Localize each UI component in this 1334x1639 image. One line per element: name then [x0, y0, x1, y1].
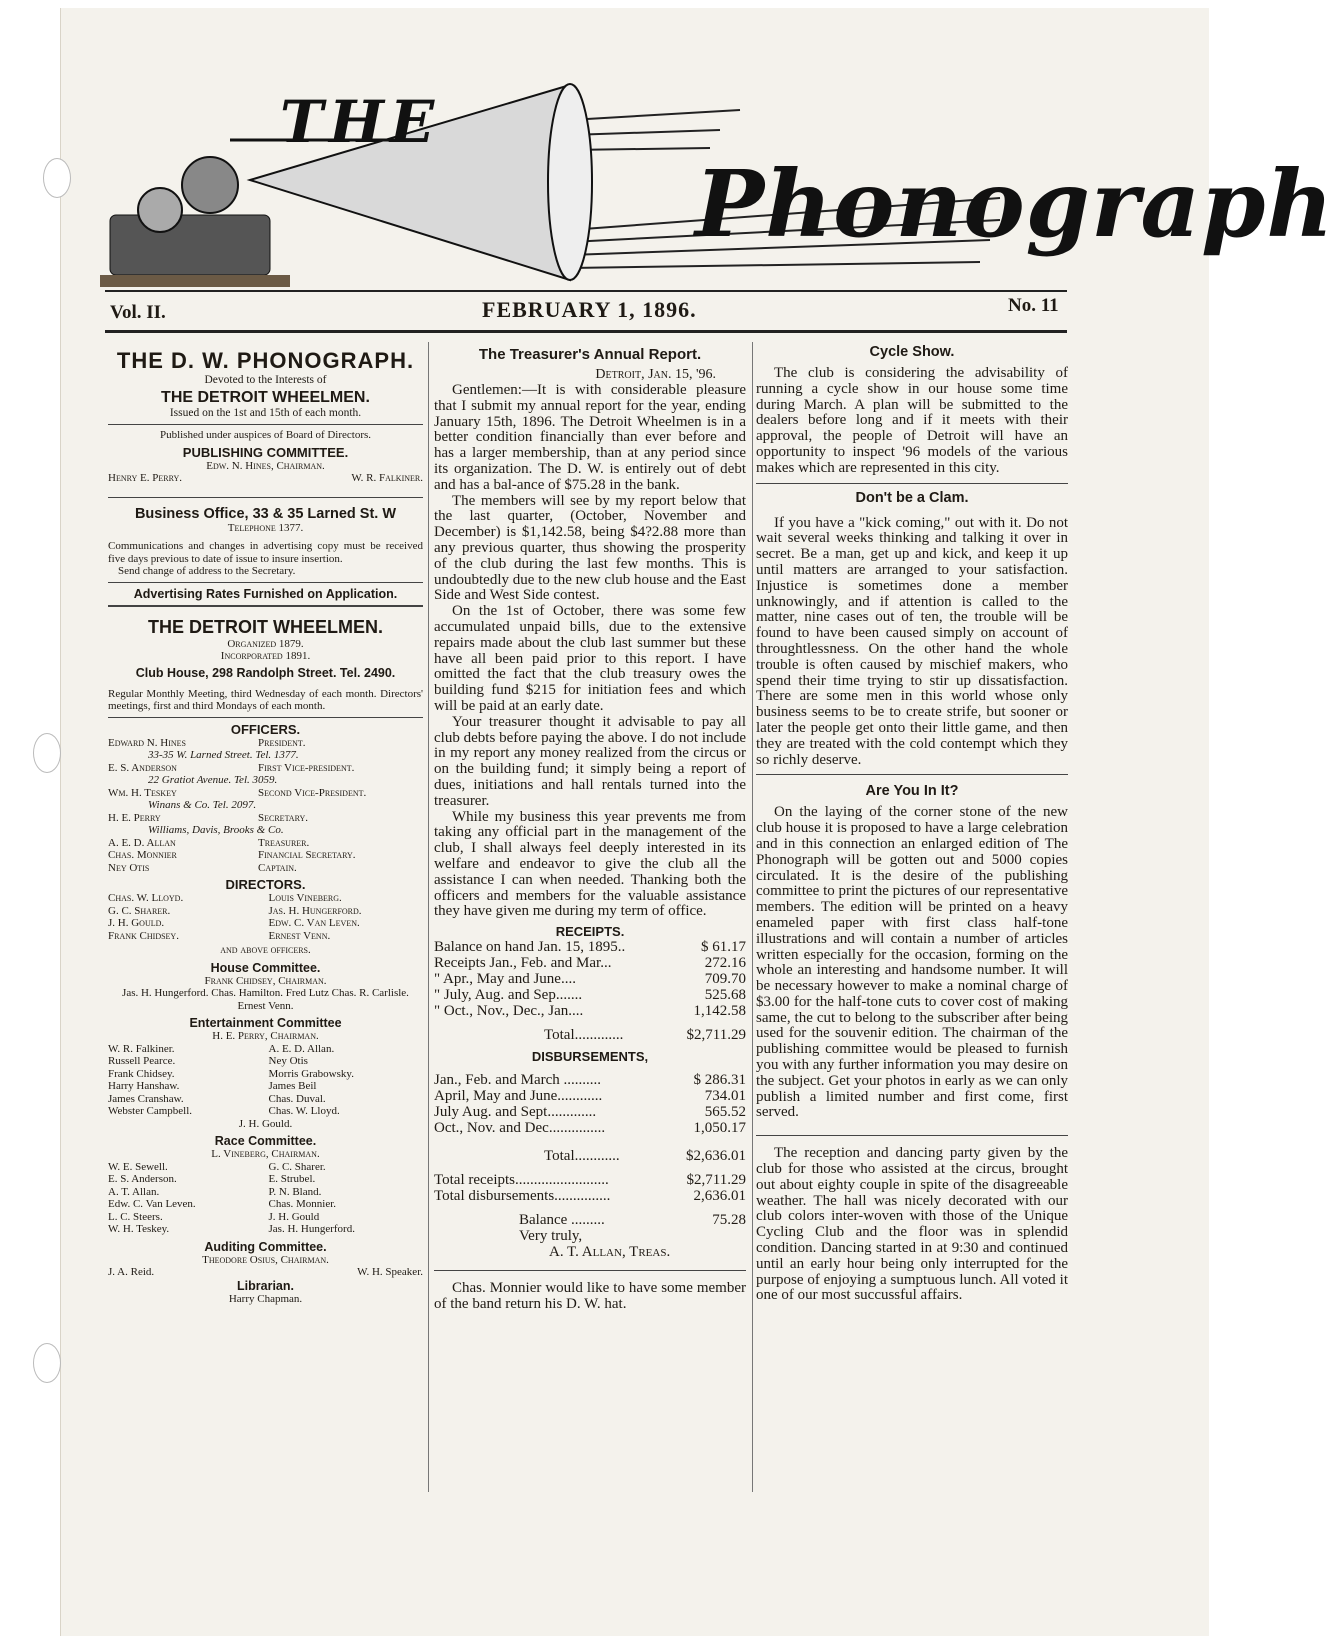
member-name: P. N. Bland. [268, 1185, 322, 1198]
treasurer-column [434, 346, 746, 1313]
member-name: G. C. Sharer. [108, 904, 171, 917]
auditor-2: W. H. Speaker. [357, 1266, 423, 1278]
ledger-row [434, 1188, 746, 1204]
member-name: W. E. Sewell. [108, 1160, 168, 1173]
directors-heading: DIRECTORS. [225, 877, 306, 892]
treasurer-paragraph: While my business this year prevents me from taking any official part in the management of the club, I shall always feel deeply interested in its welfare and endeavor to give the club all the assistance I can when needed. Thanking both the officers and members for the valuable assistance they have given me during my term of office. [434, 808, 746, 920]
member-name: Chas. Duval. [268, 1092, 326, 1105]
are-you-in-it-text: On the laying of the corner stone of the new club house it is proposed to have a large celebration and in this connection an enlarged edition of The Phonograph will be gotten out and 5000 copies circulated. It is the desire of the publishing committee to print the pictures of our representative members. The edition will be printed on a heavy enameled paper with first class half-tone illustrations and will contain a number of articles written especially for the occasion, forming on the whole an interesting and handsome number. It will be necessary however to make a nominal charge of $3.00 for the half-tone cuts to cover cost of making same, the cut to belong to the subscriber after being used for the souvenir edition. The chairman of the publishing committee would be pleased to furnish you with any further information you may desire on the subject. Get your photos in early as we can only publish a limited number and first come, first served. [756, 804, 1068, 1121]
member-name: Chas. W. Lloyd. [108, 892, 184, 904]
cycle-show-heading: Cycle Show. [869, 344, 955, 360]
ledger-label: " Oct., Nov., Dec., Jan.... [434, 1003, 584, 1020]
ledger-amount: 1,142.58 [693, 1003, 746, 1020]
disbursements-heading: DISBURSEMENTS, [531, 1049, 649, 1065]
member-name: Chas. Monnier. [268, 1198, 337, 1210]
organized: Organized 1879. [227, 637, 304, 650]
ledger-label: " July, Aug. and Sep....... [434, 987, 583, 1004]
treasurer-body [434, 383, 746, 920]
officer-name: Wm. H. Teskey [108, 786, 177, 799]
ledger-label: Receipts Jan., Feb. and Mar... [434, 955, 612, 972]
member-name: Frank Chidsey. [108, 929, 179, 942]
ledger-row [434, 1072, 746, 1088]
auditor-1: J. A. Reid. [108, 1266, 155, 1278]
member-name: Jas. H. Hungerford. [268, 1223, 355, 1235]
ledger-row [434, 939, 746, 955]
published-line: Published under auspices of Board of Directors. [159, 429, 372, 441]
member-name: Louis Vineberg. [268, 892, 342, 904]
treasurer-paragraph: The members will see by my report below that the last quarter, (October, November and December) is $1,142.58, being $4?2.88 more than any previous quarter, thus showing the prosperity of the club during the last few months. This is undoubtedly due to the new club house and the East Side and West Side contest. [434, 492, 747, 604]
volume: Vol. II. [110, 302, 166, 323]
binder-hole-top [43, 158, 71, 198]
meeting-schedule: Regular Monthly Meeting, third Wednesday of each month. Directors' meetings, first and third Mondays of each month. [108, 687, 423, 712]
ledger-amount: 734.01 [704, 1088, 746, 1105]
officer-address: Williams, Davis, Brooks & Co. [148, 824, 284, 836]
totals-table [434, 1172, 746, 1204]
officer-name: Edward N. Hines [108, 736, 186, 749]
issue-number: No. 11 [1008, 295, 1059, 316]
receipts-total: $2,711.29 [686, 1027, 746, 1044]
officer-name: E. S. Anderson [108, 761, 177, 774]
ledger-amount: $ 61.17 [701, 939, 746, 956]
officer-address: 22 Gratiot Avenue. Tel. 3059. [148, 774, 278, 786]
masthead-title: Phonograph [695, 150, 1334, 258]
news-column [756, 344, 1068, 1304]
pub-member-1: Henry E. Perry. [108, 472, 183, 484]
member-name: Chas. W. Lloyd. [268, 1105, 340, 1117]
officer-name: Chas. Monnier [108, 849, 177, 861]
member-name: Edw. C. Van Leven. [108, 1198, 196, 1210]
officer-role: Financial Secretary. [258, 849, 356, 861]
business-office: Business Office, 33 & 35 Larned St. W [134, 505, 397, 522]
officer-name: Ney Otis [108, 861, 150, 874]
ledger-amount: 1,050.17 [693, 1120, 746, 1137]
address-note: Send change of address to the Secretary. [118, 565, 296, 577]
treasurer-paragraph: On the 1st of October, there was some few accumulated unpaid bills, due to the extensive repairs made about the club last summer but these have all been paid prior to this report. I have omitted the fact that the club treasury owes the building fund $215 for initiation fees and which will be paid at an early date. [434, 603, 746, 714]
ledger-row [434, 1172, 746, 1188]
ledger-amount: 272.16 [704, 955, 746, 972]
member-name: L. C. Steers. [108, 1210, 163, 1223]
member-name: Ney Otis [268, 1055, 308, 1067]
officer-role: Treasurer. [258, 836, 310, 849]
signoff: Very truly, [519, 1228, 583, 1245]
member-name: James Beil [268, 1080, 317, 1092]
advertising-rates: Advertising Rates Furnished on Application. [133, 586, 398, 601]
member-name: J. H. Gould. [108, 917, 165, 929]
member-name: Jas. H. Hungerford. [268, 904, 362, 917]
above-officers: and above officers. [220, 944, 311, 956]
ledger-label: July Aug. and Sept............. [434, 1104, 597, 1121]
receipts-heading: RECEIPTS. [555, 924, 625, 940]
member-name: Frank Chidsey. [108, 1067, 175, 1080]
communications-note: Communications and changes in advertising copy must be received five days previous to date of issue to insure insertion. [108, 540, 423, 565]
auditing-chairman: Theodore Osius, Chairman. [202, 1253, 329, 1266]
ledger-label: Balance on hand Jan. 15, 1895.. [434, 939, 626, 956]
librarian: Harry Chapman. [228, 1292, 303, 1305]
member-name: A. T. Allan. [108, 1185, 160, 1198]
entertainment-last: J. H. Gould. [238, 1117, 293, 1130]
pub-member-2: W. R. Falkiner. [351, 472, 423, 484]
officer-address: 33-35 W. Larned Street. Tel. 1377. [148, 749, 299, 761]
ledger-row [434, 1003, 746, 1019]
member-name: Russell Pearce. [108, 1055, 176, 1067]
club-name-2: THE DETROIT WHEELMEN. [148, 616, 383, 637]
entertainment-members [108, 1043, 423, 1118]
disb-total: $2,636.01 [686, 1148, 746, 1165]
ledger-label: " Apr., May and June.... [434, 971, 576, 988]
disbursements-table [434, 1072, 746, 1136]
publishing-committee-heading: PUBLISHING COMMITTEE. [182, 444, 349, 460]
dateline: Detroit, Jan. 15, '96. [595, 367, 716, 382]
officer-name: A. E. D. Allan [108, 836, 176, 849]
ledger-amount: 525.68 [704, 987, 746, 1004]
entertainment-chairman: H. E. Perry, Chairman. [212, 1030, 319, 1042]
ledger-amount: $ 286.31 [693, 1072, 746, 1089]
ledger-label: Jan., Feb. and March .......... [434, 1072, 602, 1089]
house-chairman: Frank Chidsey, Chairman. [204, 974, 327, 987]
reception-text: The reception and dancing party given by the club for those who assisted at the circus, brought out about eighty couple in spite of the disagreeable weather. The hall was nicely decorated with our club colors inter-woven with those of the Unique Cycling Club and the floor was in splendid condition. Dancing started in at 9:30 and continued until an early hour being only interrupted for the purpose of enjoying a sumptuous lunch. All voted it one of our most succussful affairs. [756, 1145, 1068, 1304]
ledger-amount: $2,711.29 [686, 1172, 746, 1189]
ledger-amount: 2,636.01 [693, 1188, 746, 1205]
officer-row [108, 837, 423, 850]
column-rule-1 [428, 342, 429, 1492]
race-members [108, 1161, 423, 1236]
binder-hole-bottom [33, 1343, 61, 1383]
clam-heading: Don't be a Clam. [855, 489, 969, 506]
ledger-amount: 565.52 [704, 1104, 746, 1121]
member-name: Ernest Venn. [268, 929, 331, 942]
officer-row [108, 762, 423, 775]
member-name: Morris Grabowsky. [268, 1067, 354, 1080]
ledger-amount: 709.70 [704, 971, 746, 988]
librarian-heading: Librarian. [237, 1278, 294, 1293]
ledger-row [434, 955, 746, 971]
paper-title: THE D. W. PHONOGRAPH. [116, 348, 415, 373]
member-name: J. H. Gould [268, 1210, 320, 1223]
publishing-chairman: Edw. N. Hines, Chairman. [206, 459, 325, 472]
receipts-total-label: Total............. [544, 1027, 624, 1044]
ledger-row [434, 1120, 746, 1136]
clam-text: If you have a "kick coming," out with it. Do not wait several weeks thinking and talking it over in secret. Be a man, get up and kick, and keep it up until matters are arranged to your satisfaction. Injustice is sometimes done a member unknowingly, and if attention is called to the matter, nine cases out of ten, the trouble will be found to have been caused simply on account of throughtlessness. On the other hand the whole trouble is often caused by mischief makers, who spend their time trying to stir up dissatisfaction. There are some men in this world whose only business seems to be to create strife, but sooner or later the people get onto their little game, and then they are treated with the cold contempt which they so richly deserve. [756, 514, 1068, 768]
ledger-row [434, 987, 746, 1003]
header-rule-top [105, 290, 1067, 292]
are-you-in-it-heading: Are You In It? [865, 783, 959, 800]
incorporated: Incorporated 1891. [220, 650, 311, 662]
ledger-label: Oct., Nov. and Dec............... [434, 1120, 606, 1137]
officers-list [108, 737, 423, 875]
club-name: THE DETROIT WHEELMEN. [161, 389, 370, 406]
balance: 75.28 [712, 1212, 746, 1229]
member-name: E. S. Anderson. [108, 1173, 177, 1185]
issue-date: FEBRUARY 1, 1896. [482, 297, 697, 322]
treasurer-heading: The Treasurer's Annual Report. [478, 346, 702, 363]
officer-address: Winans & Co. Tel. 2097. [148, 799, 257, 811]
binder-hole-middle [33, 733, 61, 773]
member-name: Edw. C. Van Leven. [268, 917, 360, 929]
ledger-row [434, 971, 746, 987]
officer-row [108, 812, 423, 825]
header-rule-bottom [105, 330, 1067, 333]
member-name: W. R. Falkiner. [108, 1042, 175, 1055]
entertainment-committee-heading: Entertainment Committee [189, 1016, 342, 1030]
officer-row [108, 862, 423, 875]
race-committee-heading: Race Committee. [214, 1134, 317, 1148]
treasurer-paragraph: Your treasurer thought it advisable to pay all club debts before paying the above. I do not include in my report any money realized from the circus or on the building fund; it simply being a report of dues, initiations and hall rentals turned into the treasurer. [434, 713, 746, 809]
auditing-committee-heading: Auditing Committee. [204, 1239, 327, 1254]
balance-label: Balance ......... [519, 1212, 605, 1229]
ledger-label: Total receipts......................... [434, 1172, 609, 1189]
officer-role: Captain. [258, 861, 297, 874]
cycle-show-text: The club is considering the advisability of running a cycle show in our house some time during March. A plan will be submitted to the dealers before long and if it meets with their approval, the people of Detroit will have an opportunity to inspect '96 models of the various makes which are represented in this city. [756, 365, 1068, 476]
ledger-label: Total disbursements............... [434, 1188, 611, 1205]
masthead-the: THE [280, 88, 441, 156]
officer-row [108, 849, 423, 862]
house-members: Jas. H. Hungerford. Chas. Hamilton. Fred Lutz Chas. R. Carlisle. Ernest Venn. [122, 987, 409, 1012]
devoted-line: Devoted to the Interests of [204, 374, 327, 386]
officer-role: Secretary. [258, 811, 309, 824]
column-rule-2 [752, 342, 753, 1492]
member-name: E. Strubel. [268, 1173, 316, 1185]
telephone: Telephone 1377. [227, 521, 304, 534]
directors-list [108, 892, 423, 942]
officer-row [108, 737, 423, 750]
member-name: W. H. Teskey. [108, 1223, 170, 1235]
disb-total-label: Total............ [544, 1148, 620, 1165]
officer-role: Second Vice-President. [258, 786, 367, 799]
member-name: G. C. Sharer. [268, 1160, 326, 1173]
masthead [100, 80, 1334, 290]
treasurer-paragraph: Gentlemen:—It is with considerable pleasure that I submit my annual report for the year, ending January 15th, 1896. The Detroit Wheelmen is in a better condition financially than ever before and has a larger membership, than at any period since its organization. The D. W. is entirely out of debt and has a bal-ance of $75.28 in the bank. [434, 382, 746, 493]
member-name: James Cranshaw. [108, 1092, 184, 1105]
member-name: Webster Campbell. [108, 1105, 193, 1117]
ledger-label: April, May and June............ [434, 1088, 603, 1105]
ledger-row [434, 1104, 746, 1120]
masthead-column [108, 348, 423, 1305]
club-house: Club House, 298 Randolph Street. Tel. 2490. [135, 665, 396, 680]
race-chairman: L. Vineberg, Chairman. [211, 1148, 320, 1160]
ledger-row [434, 1088, 746, 1104]
member-name: A. E. D. Allan. [268, 1042, 335, 1055]
issued-line: Issued on the 1st and 15th of each month. [169, 407, 362, 419]
officer-role: President. [258, 736, 306, 749]
signature: A. T. Allan, Treas. [549, 1244, 671, 1261]
hat-note: Chas. Monnier would like to have some member of the band return his D. W. hat. [434, 1280, 746, 1312]
house-committee-heading: House Committee. [210, 960, 321, 975]
member-name: Harry Hanshaw. [108, 1080, 180, 1092]
officer-role: First Vice-president. [258, 761, 355, 774]
officer-name: H. E. Perry [108, 811, 161, 824]
officer-row [108, 787, 423, 800]
officers-heading: OFFICERS. [230, 721, 301, 737]
receipts-table [434, 939, 746, 1019]
